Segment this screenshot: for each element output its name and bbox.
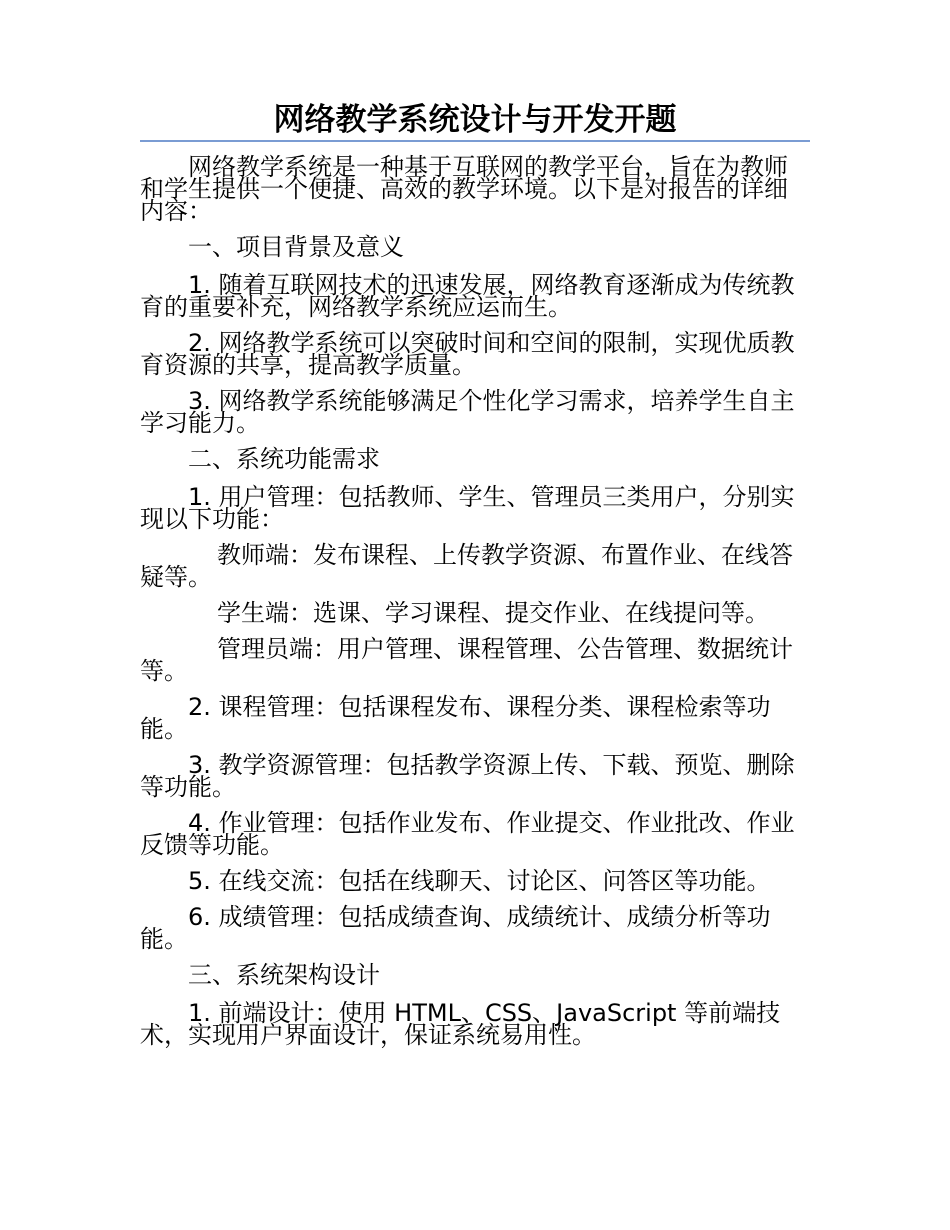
requirement-grade-management: 6. 成绩管理：包括成绩查询、成绩统计、成绩分析等功能。 (140, 903, 771, 953)
requirement-online-communication: 5. 在线交流：包括在线聊天、讨论区、问答区等功能。 (188, 867, 771, 895)
requirement-course-management: 2. 课程管理：包括课程发布、课程分类、课程检索等功能。 (140, 693, 771, 743)
requirement-homework-management: 4. 作业管理：包括作业发布、作业提交、作业批改、作业反馈等功能。 (140, 809, 795, 859)
background-item-3: 3. 网络教学系统能够满足个性化学习需求，培养学生自主学习能力。 (140, 387, 795, 437)
requirement-teacher-side: 教师端：发布课程、上传教学资源、布置作业、在线答疑等。 (140, 541, 793, 591)
title-underline (140, 140, 810, 142)
background-item-2: 2. 网络教学系统可以突破时间和空间的限制，实现优质教育资源的共享，提高教学质量。 (140, 329, 795, 379)
intro-paragraph: 网络教学系统是一种基于互联网的教学平台，旨在为教师和学生提供一个便捷、高效的教学环境。以下是对报告的详细内容： (140, 153, 788, 225)
document-page (140, 100, 810, 1060)
document-title: 网络教学系统设计与开发开题 (273, 102, 677, 138)
section-heading-background: 一、项目背景及意义 (188, 233, 404, 261)
architecture-frontend: 1. 前端设计：使用 HTML、CSS、JavaScript 等前端技术，实现用户界面设计，保证系统易用性。 (140, 999, 781, 1049)
background-item-1: 1. 随着互联网技术的迅速发展，网络教育逐渐成为传统教育的重要补充，网络教学系统应运而生。 (140, 271, 795, 321)
section-heading-requirements: 二、系统功能需求 (188, 445, 380, 473)
requirement-admin-side: 管理员端：用户管理、课程管理、公告管理、数据统计等。 (140, 635, 793, 685)
requirement-user-management: 1. 用户管理：包括教师、学生、管理员三类用户，分别实现以下功能： (140, 483, 795, 533)
section-heading-architecture: 三、系统架构设计 (188, 961, 380, 989)
requirement-resource-management: 3. 教学资源管理：包括教学资源上传、下载、预览、删除等功能。 (140, 751, 795, 801)
requirement-student-side: 学生端：选课、学习课程、提交作业、在线提问等。 (217, 599, 769, 627)
